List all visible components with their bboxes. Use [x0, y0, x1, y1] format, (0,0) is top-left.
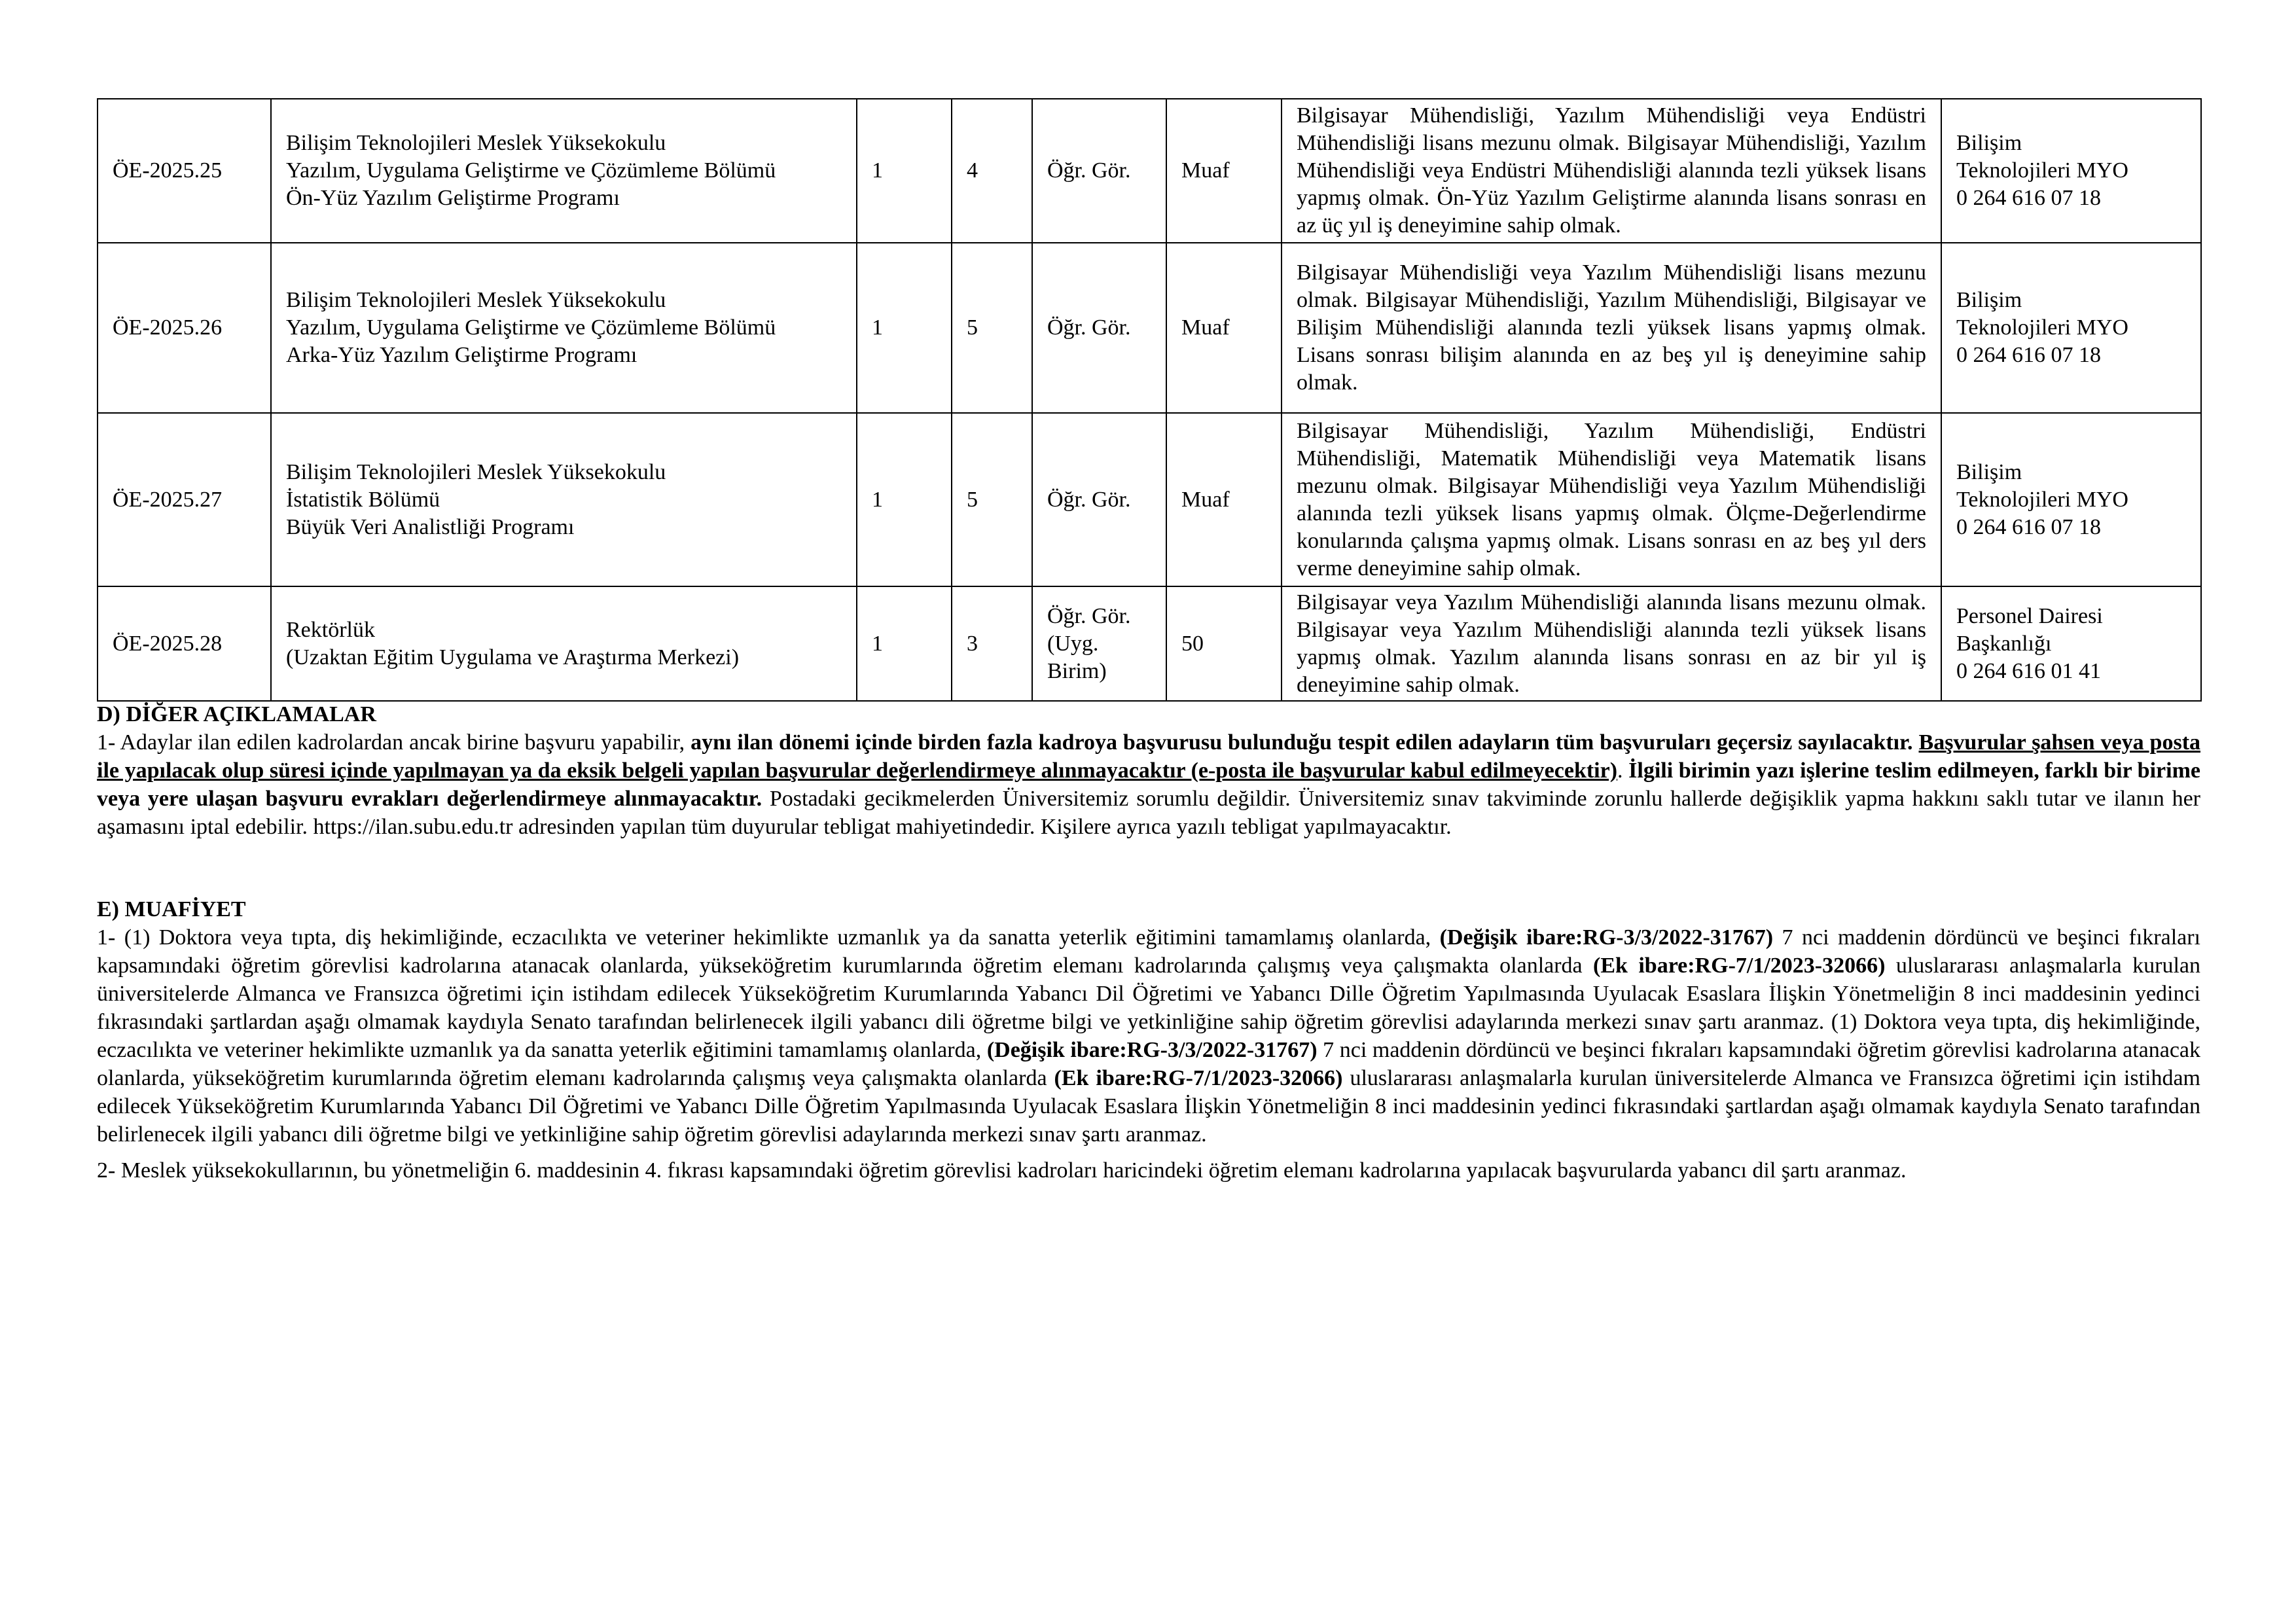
- position-title: [1032, 99, 1166, 243]
- section-e: [97, 895, 2200, 1185]
- section-e-heading: E) MUAFİYET: [97, 897, 246, 921]
- contact-line: 0 264 616 01 41: [1956, 658, 2101, 683]
- contact-line: Bilişim: [1956, 459, 2022, 484]
- title-line: Birim): [1047, 658, 1107, 683]
- section-d-heading: D) DİĞER AÇIKLAMALAR: [97, 702, 376, 726]
- unit-line: (Uzaktan Eğitim Uygulama ve Araştırma Merkezi): [286, 645, 740, 669]
- contact-line: Bilişim: [1956, 131, 2022, 155]
- contact-line: Personel Dairesi: [1956, 603, 2103, 628]
- unit-line: Ön-Yüz Yazılım Geliştirme Programı: [286, 186, 620, 210]
- text-run: Postadaki gecikmelerden Üniversitemiz sorumlu değildir. Üniversitemiz sınav takviminde zorunlu hallerde değişiklik yapma hakkını saklı tutar ve ilanın her aşamasını iptal edebilir. https://ilan.subu.edu.tr adresinden yapılan tüm duyurular tebligat mahiyetindedir. Kişilere ayrıca yazılı tebligat yapılmayacaktır.: [97, 787, 2200, 839]
- contact-line: 0 264 616 07 18: [1956, 343, 2101, 367]
- contact-cell: [1941, 99, 2201, 243]
- table-row: [98, 586, 2201, 701]
- contact-line: 0 264 616 07 18: [1956, 186, 2101, 210]
- section-d: [97, 700, 2200, 841]
- requirements-text: Bilgisayar Mühendisliği, Yazılım Mühendisliği veya Endüstri Mühendisliği lisans mezunu olmak. Bilgisayar Mühendisliği, Yazılım Mühendisliği veya Endüstri Mühendisliği alanında tezli yüksek lisans yapmış olmak. Ön-Yüz Yazılım Geliştirme alanında lisans sonrası en az üç yıl iş deneyimine sahip olmak.: [1282, 99, 1941, 243]
- title-line: Öğr. Gör.: [1047, 158, 1131, 183]
- position-degree: 4: [952, 99, 1032, 243]
- unit-line: Yazılım, Uygulama Geliştirme ve Çözümleme Bölümü: [286, 158, 776, 183]
- bold-run: aynı ilan dönemi içinde birden fazla kadroya başvurusu bulunduğu tespit edilen adayların tüm başvuruları geçersiz sayılacaktır.: [691, 730, 1913, 755]
- unit-cell: [271, 99, 857, 243]
- position-code: ÖE-2025.28: [98, 586, 271, 701]
- position-degree: 3: [952, 586, 1032, 701]
- contact-cell: [1941, 243, 2201, 413]
- position-count: 1: [857, 99, 952, 243]
- text-run: uluslararası anlaşmalarla kurulan üniversitelerde Almanca ve Fransızca öğretimi için istihdam edilecek Yükseköğretim Kurumlarında Yabancı Dil Öğretimi ve Yabancı Dille Öğretim Yapılmasında Uyulacak Esaslara İlişkin Yönetmeliğin 8 inci maddesinin yedinci fıkrasındaki şartlardan aşağı olmamak kaydıyla Senato tarafından belirlenecek ilgili yabancı dili öğretme bilgi ve yetkinliğine sahip öğretim görevlisi adaylarında merkezi sınav şartı aranmaz.: [97, 1066, 2200, 1147]
- positions-table: [97, 98, 2202, 702]
- text-run: uluslararası anlaşmalarla kurulan üniversitelerde Almanca ve Fransızca öğretimi için istihdam edilecek Yükseköğretim Kurumlarında Yabancı Dil Öğretimi ve Yabancı Dille Öğretim Yapılmasında Uyulacak Esaslara İlişkin Yönetmeliğin 8 inci maddesinin yedinci fıkrasındaki şartlardan aşağı olmamak kaydıyla Senato tarafından belirlenecek ilgili yabancı dili öğretme bilgi ve yetkinliğine sahip öğretim görevlisi adaylarında merkezi sınav şartı aranmaz. (1) Doktora veya tıpta, diş hekimliğinde, eczacılıkta ve veteriner hekimlikte uzmanlık ya da sanatta yeterlik eğitimini tamamlamış olanlarda,: [97, 954, 2200, 1062]
- position-count: 1: [857, 413, 952, 586]
- position-title: [1032, 586, 1166, 701]
- unit-cell: [271, 586, 857, 701]
- position-count: 1: [857, 586, 952, 701]
- title-line: Öğr. Gör.: [1047, 487, 1131, 512]
- position-degree: 5: [952, 243, 1032, 413]
- unit-line: Rektörlük: [286, 617, 375, 642]
- contact-line: Teknolojileri MYO: [1956, 315, 2128, 340]
- text-run: .: [1617, 758, 1629, 783]
- bold-run: (Değişik ibare:RG-3/3/2022-31767): [986, 1038, 1318, 1062]
- table-row: [98, 99, 2201, 243]
- contact-line: 0 264 616 07 18: [1956, 514, 2101, 539]
- table-row: [98, 243, 2201, 413]
- position-code: ÖE-2025.26: [98, 243, 271, 413]
- ales-score: Muaf: [1166, 243, 1282, 413]
- position-code: ÖE-2025.27: [98, 413, 271, 586]
- unit-line: Bilişim Teknolojileri Meslek Yüksekokulu: [286, 459, 666, 484]
- title-line: Öğr. Gör.: [1047, 603, 1131, 628]
- bold-run: (Ek ibare:RG-7/1/2023-32066): [1593, 954, 1886, 978]
- unit-line: Yazılım, Uygulama Geliştirme ve Çözümleme Bölümü: [286, 315, 776, 340]
- title-line: Öğr. Gör.: [1047, 315, 1131, 340]
- contact-cell: [1941, 586, 2201, 701]
- unit-line: Arka-Yüz Yazılım Geliştirme Programı: [286, 343, 637, 367]
- bold-run: İlgili birimin yazı işlerine teslim edilmeyen, farklı bir birime veya yere ulaşan başvuru evrakları değerlendirmeye alınmayacaktır.: [97, 758, 2200, 811]
- text-run: 7 nci maddenin dördüncü ve beşinci fıkraları kapsamındaki öğretim görevlisi kadrolarına atanacak olanlarda, yükseköğretim kurumlarında öğretim elemanı kadrolarında çalışmış veya çalışmakta olanlarda: [97, 925, 2200, 978]
- bold-run: (Ek ibare:RG-7/1/2023-32066): [1054, 1066, 1343, 1090]
- title-line: (Uyg.: [1047, 631, 1099, 656]
- text-run: 1- (1) Doktora veya tıpta, diş hekimliğinde, eczacılıkta ve veteriner hekimlikte uzmanlık ya da sanatta yeterlik eğitimini tamamlamış olanlarda,: [97, 925, 1440, 950]
- requirements-text: Bilgisayar Mühendisliği veya Yazılım Mühendisliği lisans mezunu olmak. Bilgisayar Mühendisliği, Yazılım Mühendisliği, Bilgisayar ve Bilişim Mühendisliği alanında tezli yüksek lisans yapmış olmak. Lisans sonrası bilişim alanında en az beş yıl iş deneyimine sahip olmak.: [1282, 243, 1941, 413]
- position-count: 1: [857, 243, 952, 413]
- ales-score: Muaf: [1166, 413, 1282, 586]
- contact-line: Bilişim: [1956, 288, 2022, 312]
- position-title: [1032, 243, 1166, 413]
- position-degree: 5: [952, 413, 1032, 586]
- position-code: ÖE-2025.25: [98, 99, 271, 243]
- underlined-bold-run: Başvurular şahsen veya posta ile yapılacak olup süresi içinde yapılmayan ya da eksik belgeli yapılan başvurular değerlendirmeye alınmayacaktır (e-posta ile başvurular kabul edilmeyecektir): [97, 730, 2201, 783]
- unit-line: Bilişim Teknolojileri Meslek Yüksekokulu: [286, 131, 666, 155]
- text-run: 7 nci maddenin dördüncü ve beşinci fıkraları kapsamındaki öğretim görevlisi kadrolarına atanacak olanlarda, yükseköğretim kurumlarında öğretim elemanı kadrolarında çalışmış veya çalışmakta olanlarda: [97, 1038, 2201, 1090]
- unit-line: İstatistik Bölümü: [286, 487, 440, 512]
- contact-line: Başkanlığı: [1956, 631, 2052, 656]
- bold-run: (Değişik ibare:RG-3/3/2022-31767): [1439, 925, 1774, 950]
- contact-cell: [1941, 413, 2201, 586]
- unit-cell: [271, 413, 857, 586]
- text-run: [1913, 730, 1919, 755]
- section-e-paragraph: [97, 923, 2200, 1149]
- contact-line: Teknolojileri MYO: [1956, 487, 2128, 512]
- requirements-text: Bilgisayar veya Yazılım Mühendisliği alanında lisans mezunu olmak. Bilgisayar veya Yazılım Mühendisliği alanında tezli yüksek lisans yapmış olmak. Yazılım alanında lisans sonrası en az bir yıl iş deneyimine sahip olmak.: [1282, 586, 1941, 701]
- section-e-paragraph-2: 2- Meslek yüksekokullarının, bu yönetmeliğin 6. maddesinin 4. fıkrası kapsamındaki öğretim görevlisi kadroları haricindeki öğretim elemanı kadrolarına yapılacak başvurularda yabancı dil şartı aranmaz.: [97, 1158, 1907, 1183]
- unit-cell: [271, 243, 857, 413]
- text-run: 1- Adaylar ilan edilen kadrolardan ancak birine başvuru yapabilir,: [97, 730, 691, 755]
- unit-line: Bilişim Teknolojileri Meslek Yüksekokulu: [286, 288, 666, 312]
- contact-line: Teknolojileri MYO: [1956, 158, 2128, 183]
- ales-score: 50: [1166, 586, 1282, 701]
- requirements-text: Bilgisayar Mühendisliği, Yazılım Mühendisliği, Endüstri Mühendisliği, Matematik Mühendisliği veya Matematik lisans mezunu olmak. Bilgisayar Mühendisliği veya Yazılım Mühendisliği alanında tezli yüksek lisans yapmış olmak. Ölçme-Değerlendirme konularında çalışma yapmış olmak. Lisans sonrası en az beş yıl ders verme deneyimine sahip olmak.: [1282, 413, 1941, 586]
- position-title: [1032, 413, 1166, 586]
- ales-score: Muaf: [1166, 99, 1282, 243]
- section-d-paragraph: [97, 728, 2200, 841]
- table-row: [98, 413, 2201, 586]
- unit-line: Büyük Veri Analistliği Programı: [286, 514, 575, 539]
